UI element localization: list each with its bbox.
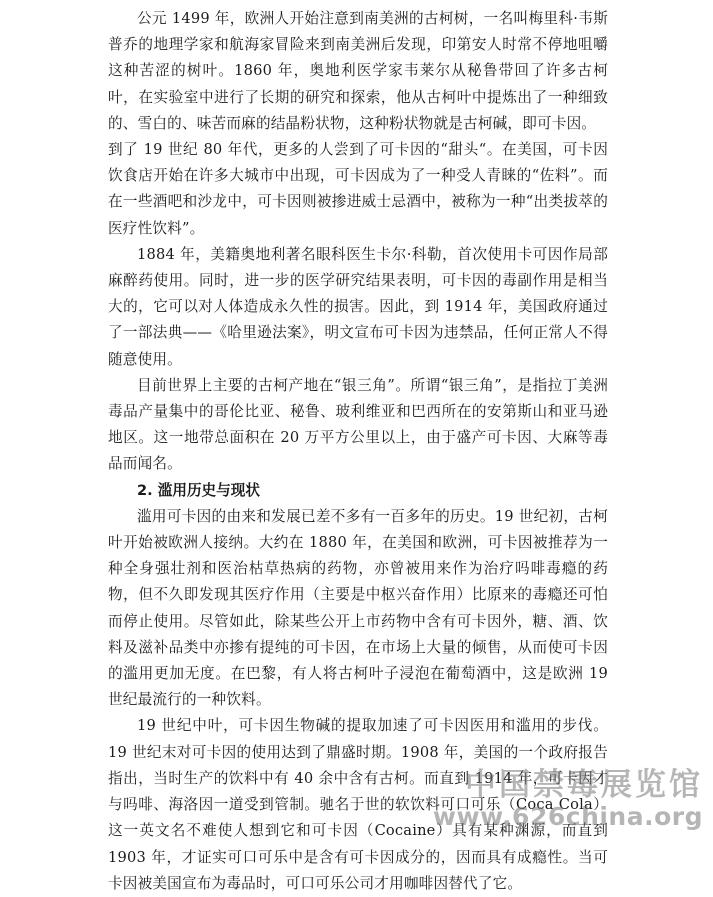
paragraph-abuse-history: 滥用可卡因的由来和发展已差不多有一百多年的历史。19 世纪初，古柯叶开始被欧洲人接纳。大约在 1880 年，在美国和欧洲，可卡因被推荐为一种全身强壮剂和医治枯草热病的药物，亦曾被用来作为治疗吗啡毒瘾的药物，但不久即发现其医疗作用（主要是中枢兴奋作用）比原来的毒瘾还可怕而停止使用。尽管如此，除某些公开上市药物中含有可卡因外，糖、酒、饮料及滋补品类中亦掺有提纯的可卡因，在市场上大量的倾售，从而使可卡因的滥用更加无度。在巴黎，有人将古柯叶子浸泡在葡萄酒中，这是欧洲 19 世纪最流行的一种饮料。 [108,507,608,709]
paragraph-19th-century: 19 世纪中叶，可卡因生物碱的提取加速了可卡因医用和滥用的步伐。19 世纪末对可卡因的使用达到了鼎盛时期。1908 年，美国的一个政府报告指出，当时生产的饮料中有 40 余中含有古柯。而直到 1914 年，可卡因才与吗啡、海洛因一道受到管制。驰名于世的软饮料可口可乐（Coca Cola）这一英文名不难使人想到它和可卡因（Cocaine）具有某种渊源，而直到 1903 年，才证实可口可乐中是含有可卡因成分的，因而具有成瘾性。当可卡因被美国宣布为毒品时，可口可乐公司才用咖啡因替代了它。 [108,717,608,892]
paragraph-1880s: 到了 19 世纪 80 年代，更多的人尝到了可卡因的“甜头“。在美国，可卡因饮食店开始在许多大城市中出现，可卡因成为了一种受人青睐的“佐料”。而在一些酒吧和沙龙中，可卡因则被掺进威士忌酒中，被称为一种“出类拔萃的医疗性饮料”。 [108,141,608,237]
paragraph-1884: 1884 年，美籍奥地利著名眼科医生卡尔·科勒，首次使用卡可因作局部麻醉药使用。同时，进一步的医学研究结果表明，可卡因的毒副作用是相当大的，它可以对人体造成永久性的损害。因此，到 1914 年，美国政府通过了一部法典——《哈里逊法案》，明文宣布可卡因为违禁品，任何正常人不得随意使用。 [108,245,608,368]
paragraph-silver-triangle: 目前世界上主要的古柯产地在“银三角”。所谓“银三角”，是指拉丁美洲毒品产量集中的哥伦比亚、秘鲁、玻利维亚和巴西所在的安第斯山和亚马逊地区。这一地带总面积在 20 万平方公里以上，由于盛产可卡因、大麻等毒品而闻名。 [108,376,608,473]
watermark-name: 中国禁毒展览馆 [465,767,703,803]
watermark-url: www.626china.org [432,802,703,831]
paragraph-coca-history: 公元 1499 年，欧洲人开始注意到南美洲的古柯树，一名叫梅里科·韦斯普乔的地理学家和航海家冒险来到南美洲后发现，印第安人时常不停地咀嚼这种苦涩的树叶。1860 年，奥地利医学家韦莱尔从秘鲁带回了许多古柯叶，在实验室中进行了长期的研究和探索，他从古柯叶中提炼出了一种细致的、雪白的、味苦而麻的结晶粉状物，这种粉状物就是古柯碱，即可卡因。 [108,10,608,132]
document-page [108,6,608,897]
section-heading: 2. 滥用历史与现状 [137,481,260,499]
